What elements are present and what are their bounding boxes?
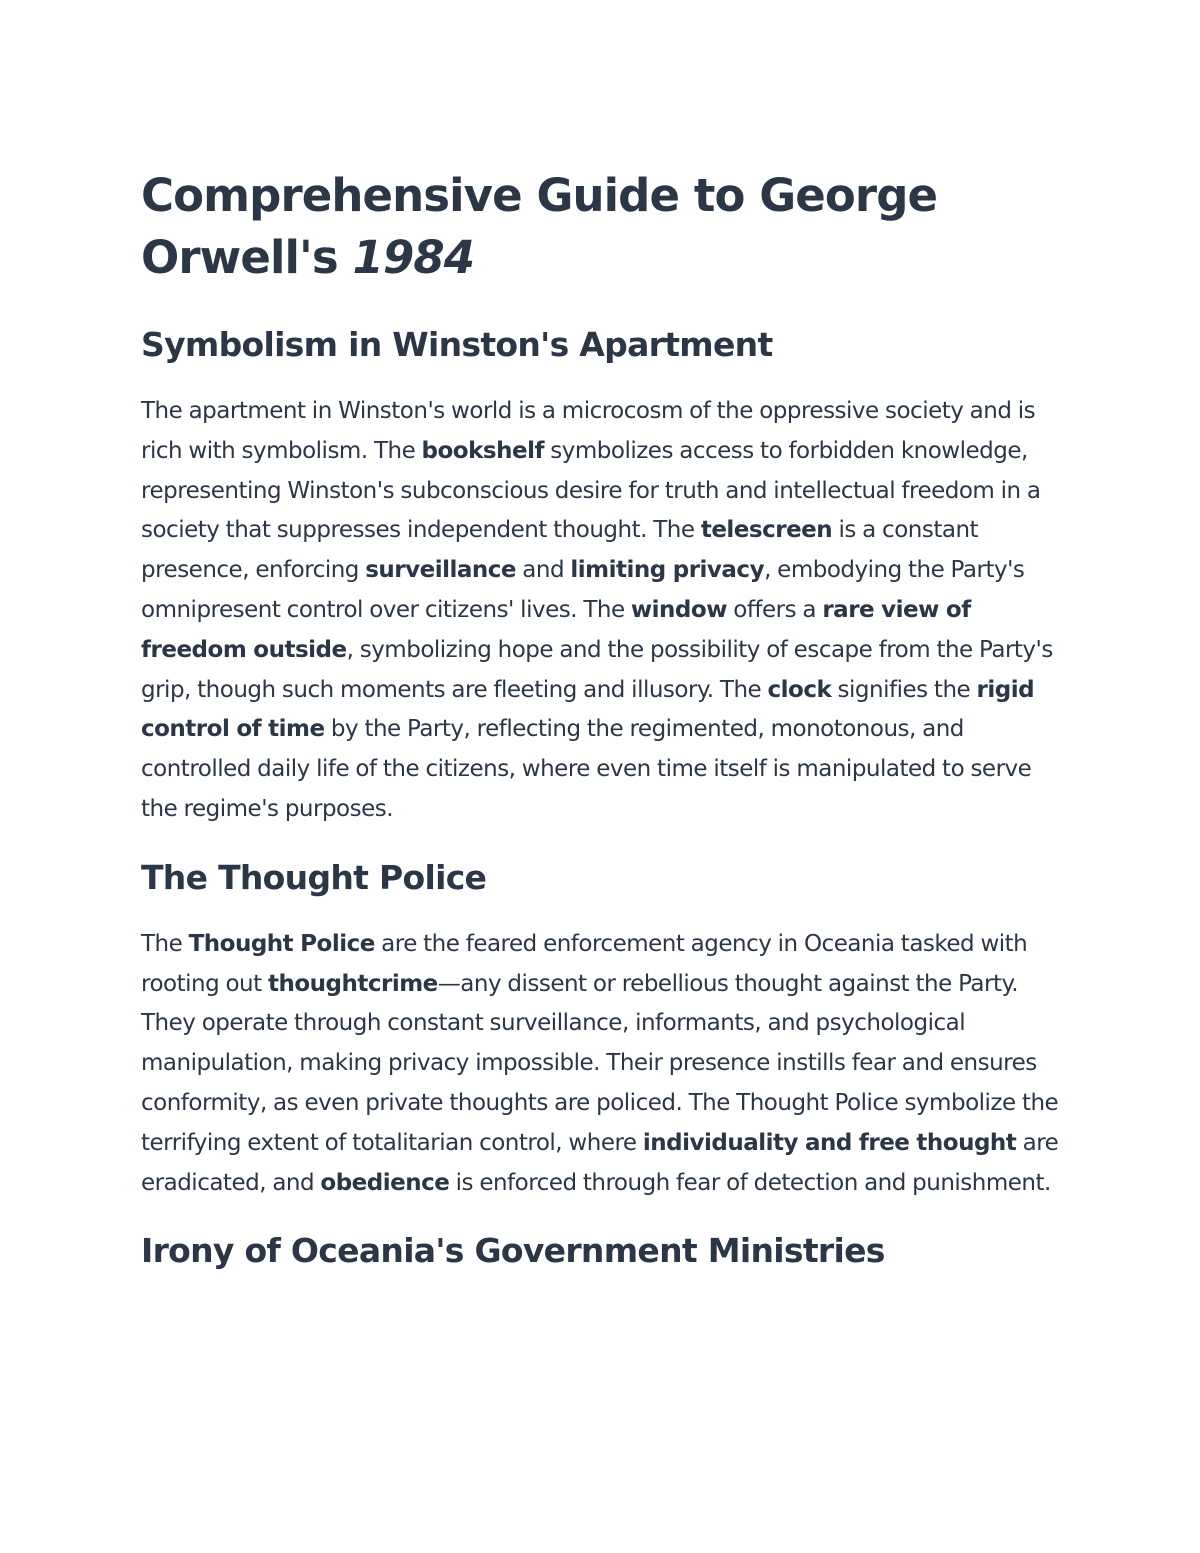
bold-term: bookshelf <box>421 437 544 464</box>
text-run: is enforced through fear of detection and punishment. <box>449 1169 1051 1196</box>
bold-term: rigid control of time <box>141 676 1035 743</box>
title-text: Comprehensive Guide to George Orwell's <box>141 169 938 284</box>
text-run: The <box>141 930 189 957</box>
title-italic-year: 1984 <box>352 231 475 284</box>
bold-term: limiting privacy <box>570 557 765 584</box>
text-run: are eradicated, and <box>141 1129 1059 1196</box>
text-run: offers a <box>726 596 823 623</box>
bold-term: Thought Police <box>188 930 375 957</box>
text-run: are the feared enforcement agency in Oceania tasked with rooting out <box>141 930 1028 997</box>
text-run: —any dissent or rebellious thought against the Party. They operate through constant surveillance, informants, and psychological manipulation, making privacy impossible. Their presence instills fear and ensures conformity, as even private thoughts are policed. The Thought Police symbolize the terrifying extent of totalitarian control, where <box>141 970 1059 1156</box>
bold-term: thoughtcrime <box>267 970 438 997</box>
text-run: is a constant presence, enforcing <box>141 517 979 584</box>
text-run: , symbolizing hope and the possibility of escape from the Party's grip, though such moments are fleeting and illusory. The <box>141 636 1053 703</box>
bold-term: window <box>630 596 727 623</box>
text-run: and <box>515 557 571 584</box>
text-run: signifies the <box>831 676 977 703</box>
bold-term: rare view of freedom outside <box>141 596 971 663</box>
section-heading-ministries: Irony of Oceania's Government Ministries <box>141 1231 885 1271</box>
section-paragraph-thought-police <box>141 925 1059 1204</box>
document-title <box>141 165 1059 289</box>
document-page <box>141 165 1059 1273</box>
text-run: by the Party, reflecting the regimented, monotonous, and controlled daily life of the citizens, where even time itself is manipulated to serve the regime's purposes. <box>141 716 1032 822</box>
section-paragraph-symbolism <box>141 392 1059 830</box>
section-heading-thought-police: The Thought Police <box>141 857 487 897</box>
section-heading-symbolism: Symbolism in Winston's Apartment <box>141 325 773 364</box>
bold-term: obedience <box>320 1169 450 1196</box>
bold-term: individuality and free thought <box>642 1129 1017 1156</box>
bold-term: telescreen <box>700 517 833 544</box>
text-run: , embodying the Party's omnipresent control over citizens' lives. The <box>141 557 1025 623</box>
bold-term: surveillance <box>365 557 516 584</box>
bold-term: clock <box>767 676 832 703</box>
text-run: symbolizes access to forbidden knowledge, representing Winston's subconscious desire for truth and intellectual freedom in a society that suppresses independent thought. The <box>141 437 1041 544</box>
text-run: The apartment in Winston's world is a microcosm of the oppressive society and is rich with symbolism. The <box>141 398 1036 464</box>
